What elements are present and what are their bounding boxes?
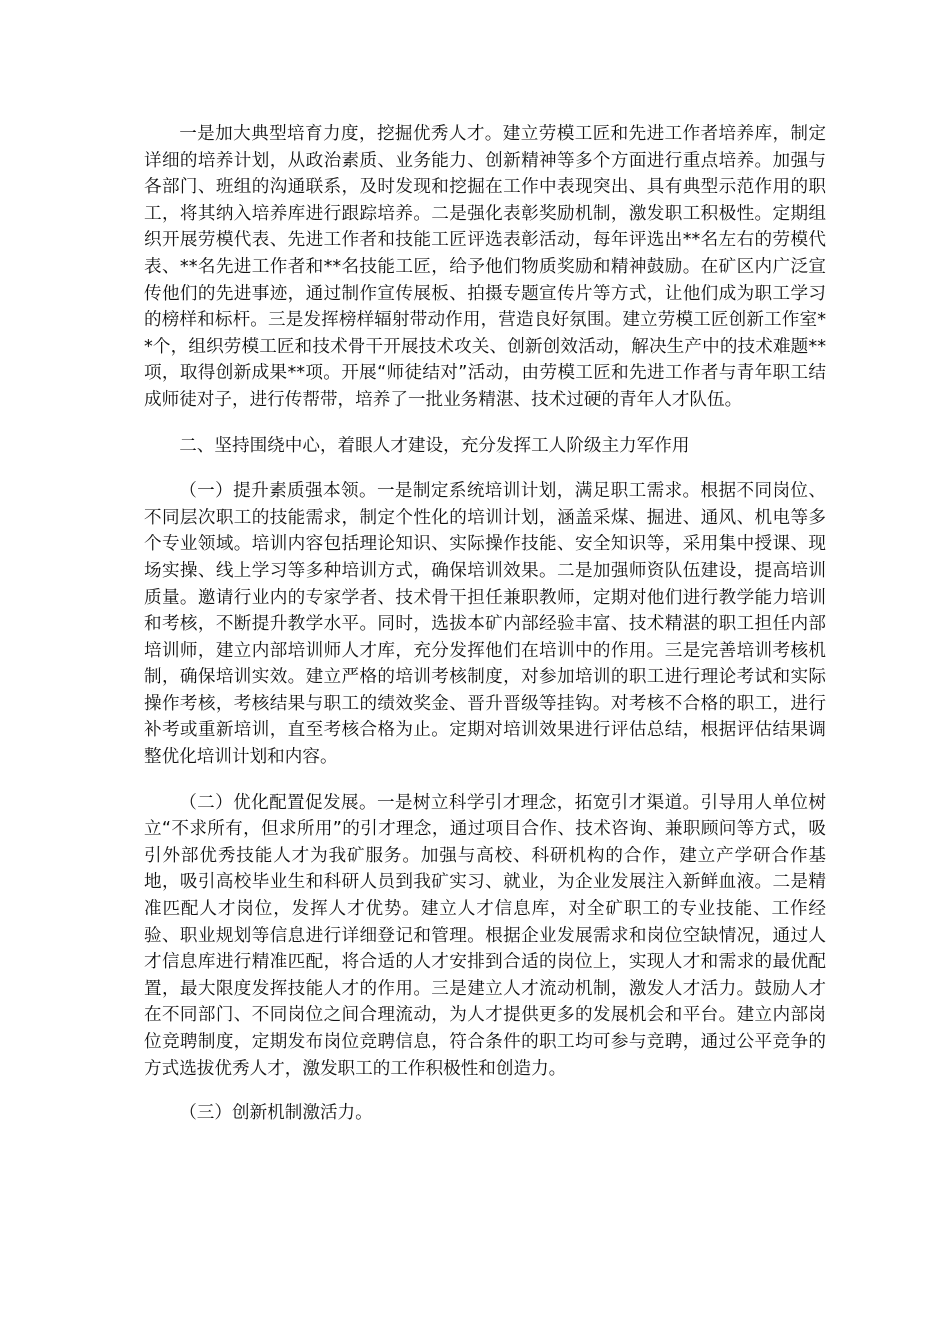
paragraph-typical-cultivation: 一是加大典型培育力度，挖掘优秀人才。建立劳模工匠和先进工作者培养库，制定详细的培养计划，从政治素质、业务能力、创新精神等多个方面进行重点培养。加强与各部门、班组的沟通联系，及时发现和挖掘在工作中表现突出、具有典型示范作用的职工，将其纳入培养库进行跟踪培养。二是强化表彰奖励机制，激发职工积极性。定期组织开展劳模代表、先进工作者和技能工匠评选表彰活动，每年评选出**名左右的劳模代表、**名先进工作者和**名技能工匠，给予他们物质奖励和精神鼓励。在矿区内广泛宣传他们的先进事迹，通过制作宣传展板、拍摄专题宣传片等方式，让他们成为职工学习的榜样和标杆。三是发挥榜样辐射带动作用，营造良好氛围。建立劳模工匠创新工作室**个，组织劳模工匠和技术骨干开展技术攻关、创新创效活动，解决生产中的技术难题**项，取得创新成果**项。开展“师徒结对”活动，由劳模工匠和先进工作者与青年职工结成师徒对子，进行传帮带，培养了一批业务精湛、技术过硬的青年人才队伍。 <box>144 124 826 410</box>
document-page <box>144 121 826 1127</box>
paragraph-improve-quality: （一）提升素质强本领。一是制定系统培训计划，满足职工需求。根据不同岗位、不同层次职工的技能需求，制定个性化的培训计划，涵盖采煤、掘进、通风、机电等多个专业领域。培训内容包括理论知识、实际操作技能、安全知识等，采用集中授课、现场实操、线上学习等多种培训方式，确保培训效果。二是加强师资队伍建设，提高培训质量。邀请行业内的专家学者、技术骨干担任兼职教师，定期对他们进行教学能力培训和考核，不断提升教学水平。同时，选拔本矿内部经验丰富、技术精湛的职工担任内部培训师，建立内部培训师人才库，充分发挥他们在培训中的作用。三是完善培训考核机制，确保培训实效。建立严格的培训考核制度，对参加培训的职工进行理论考试和实际操作考核，考核结果与职工的绩效奖金、晋升晋级等挂钩。对考核不合格的职工，进行补考或重新培训，直至考核合格为止。定期对培训效果进行评估总结，根据评估结果调整优化培训计划和内容。 <box>144 481 826 768</box>
paragraph-innovate-mechanism: （三）创新机制激活力。 <box>179 1103 373 1124</box>
section-heading-two: 二、坚持围绕中心，着眼人才建设，充分发挥工人阶级主力军作用 <box>179 435 690 456</box>
paragraph-optimize-allocation: （二）优化配置促发展。一是树立科学引才理念，拓宽引才渠道。引导用人单位树立“不求所有，但求所用”的引才理念，通过项目合作、技术咨询、兼职顾问等方式，吸引外部优秀技能人才为我矿服务。加强与高校、科研机构的合作，建立产学研合作基地，吸引高校毕业生和科研人员到我矿实习、就业，为企业发展注入新鲜血液。二是精准匹配人才岗位，发挥人才优势。建立人才信息库，对全矿职工的专业技能、工作经验、职业规划等信息进行详细登记和管理。根据企业发展需求和岗位空缺情况，通过人才信息库进行精准匹配，将合适的人才安排到合适的岗位上，实现人才和需求的最优配置，最大限度发挥技能人才的作用。三是建立人才流动机制，激发人才活力。鼓励人才在不同部门、不同岗位之间合理流动，为人才提供更多的发展机会和平台。建立内部岗位竞聘制度，定期发布岗位竞聘信息，符合条件的职工均可参与竞聘，通过公平竞争的方式选拔优秀人才，激发职工的工作积极性和创造力。 <box>144 792 826 1079</box>
